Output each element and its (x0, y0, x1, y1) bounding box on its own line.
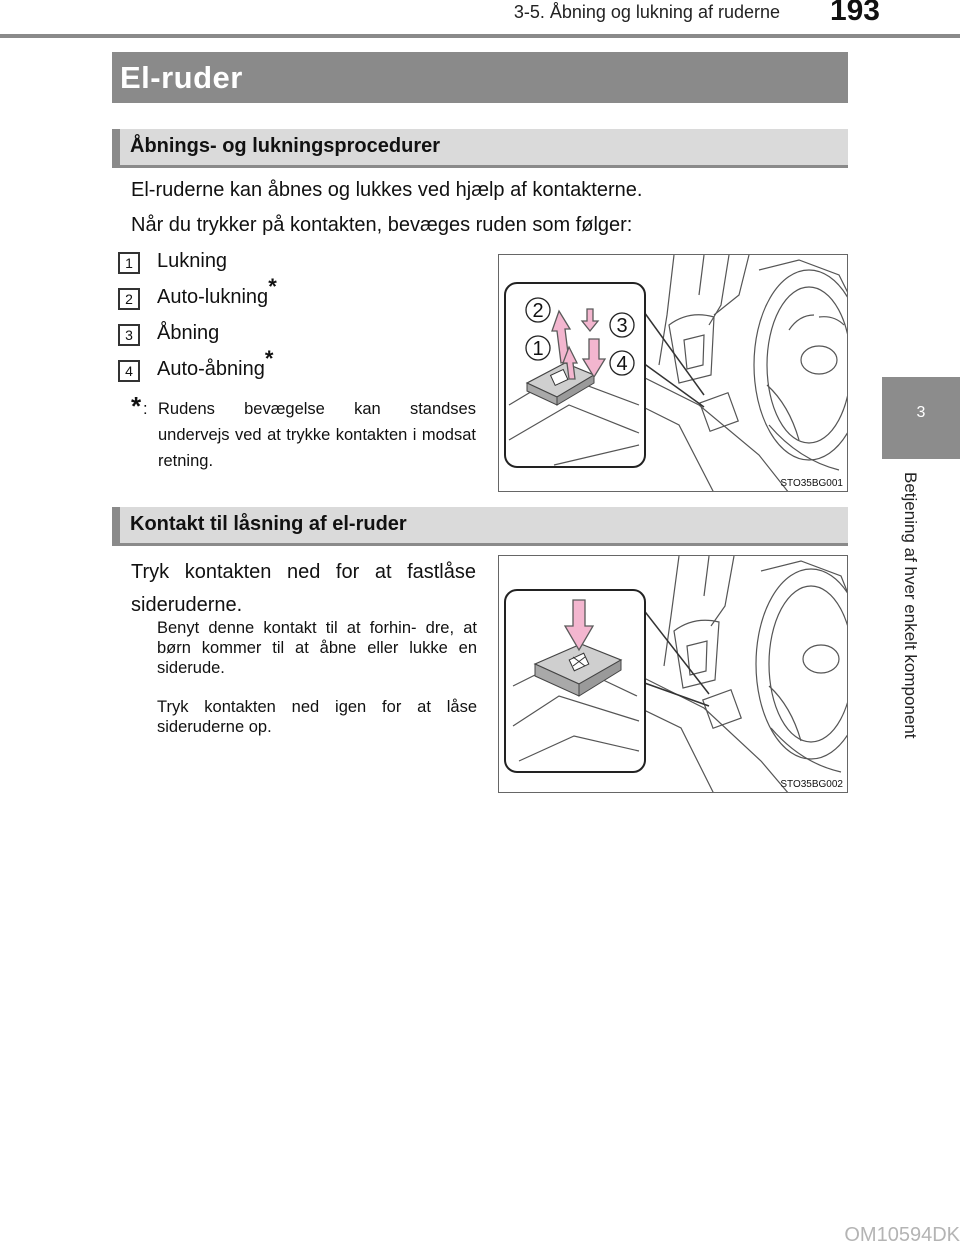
list-item-label: Åbning (157, 322, 220, 344)
figure-code: STO35BG002 (780, 779, 843, 790)
section-heading-lock (112, 507, 848, 546)
chapter-title-wrap (896, 472, 920, 792)
section-heading-procedures (112, 129, 848, 168)
callout-4: 4 (616, 353, 628, 375)
section-heading-text: Kontakt til låsning af el-ruder (130, 513, 407, 535)
footnote-star: * (264, 346, 274, 371)
list-item (118, 250, 378, 280)
lock-switch-figure (498, 555, 848, 793)
list-item-label: Lukning (157, 250, 228, 272)
footnote-star: * (268, 274, 277, 299)
window-switch-figure (498, 254, 848, 492)
figure-code: STO35BG001 (780, 478, 843, 489)
number-4-icon: 4 (118, 360, 140, 382)
list-item (118, 346, 378, 388)
callout-2: 2 (532, 300, 544, 322)
main-heading-text: El-ruder (120, 60, 243, 95)
list-item (118, 274, 378, 316)
page-number: 193 (829, 0, 880, 27)
chapter-number: 3 (916, 404, 926, 421)
lock-paragraph: Tryk kontakten ned for at fastlåse sideruderne. (131, 561, 476, 616)
header-rule (0, 34, 960, 38)
running-header: 3-5. Åbning og lukning af ruderne (513, 2, 780, 22)
callout-3: 3 (616, 315, 628, 337)
lock-note-2: Tryk kontakten ned igen for at låse sideruderne op. (157, 698, 477, 736)
list-item-label: Auto-åbning (157, 358, 265, 380)
lock-note-1: Benyt denne kontakt til at forhin- dre, at børn kommer til at åbne eller lukke en siderude. (157, 619, 477, 677)
window-lock-icon (499, 556, 848, 793)
chapter-title: Betjening af hver enkelt komponent (901, 472, 920, 739)
footnote-mark: * (131, 391, 142, 421)
footnote-text: Rudens bevægelse kan standses undervejs ved at trykke kontakten i modsat retning. (158, 400, 476, 470)
intro-paragraph-2: Når du trykker på kontakten, bevæges ruden som følger: (131, 214, 633, 236)
footnote-colon: : (143, 400, 148, 418)
callout-1: 1 (532, 338, 544, 360)
number-3-icon: 3 (118, 324, 140, 346)
number-1-icon: 1 (118, 252, 140, 274)
list-item-label: Auto-lukning (157, 286, 269, 308)
intro-paragraph: El-ruderne kan åbnes og lukkes ved hjælp af kontakterne. (131, 179, 643, 201)
footer-watermark: OM10594DK (844, 1224, 960, 1246)
section-heading-text: Åbnings- og lukningsprocedurer (130, 135, 441, 157)
list-item (118, 322, 378, 352)
number-2-icon: 2 (118, 288, 140, 310)
main-heading (112, 52, 848, 103)
window-switch-icon (499, 255, 848, 492)
